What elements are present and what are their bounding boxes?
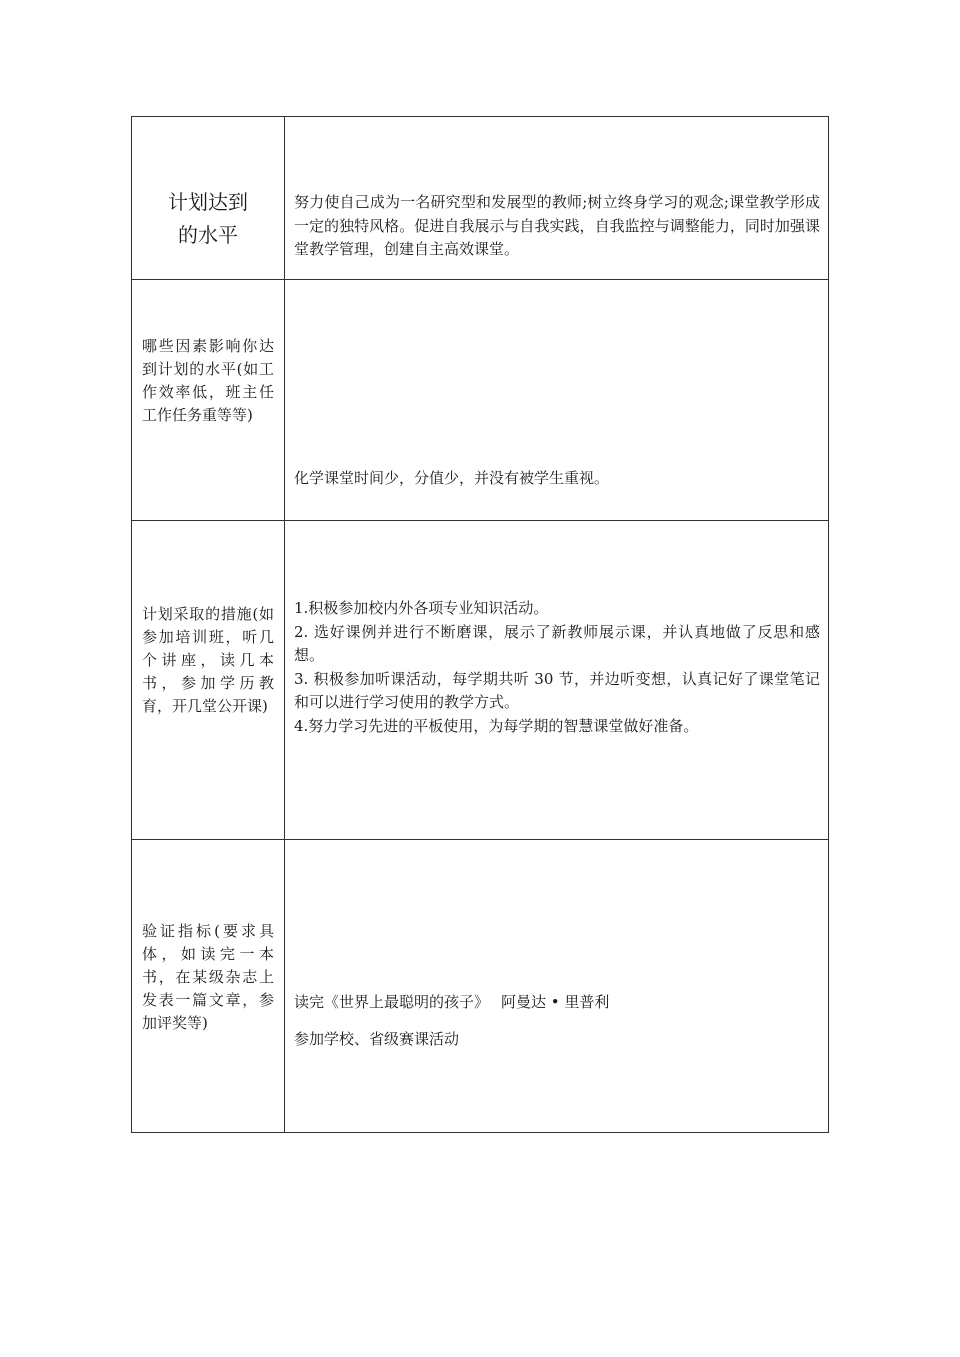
content-cell — [285, 840, 829, 1133]
row-label-target-level: 计划达到 的水平 — [168, 190, 248, 247]
measures-list — [294, 597, 820, 738]
table-row — [132, 840, 829, 1133]
content-cell — [285, 117, 829, 280]
label-cell — [132, 280, 285, 521]
plan-table — [131, 116, 829, 1133]
list-item: 1.积极参加校内外各项专业知识活动。 — [294, 599, 549, 617]
table-row — [132, 117, 829, 280]
row-label-influencing-factors: 哪些因素影响你达到计划的水平(如工作效率低，班主任工作任务重等等) — [142, 337, 274, 424]
row-label-verification: 验证指标(要求具体，如读完一本书，在某级杂志上发表一篇文章，参加评奖等) — [142, 922, 274, 1032]
target-level-text: 努力使自己成为一名研究型和发展型的教师;树立终身学习的观念;课堂教学形成一定的独特风格。促进自我展示与自我实践，自我监控与调整能力，同时加强课堂教学管理，创建自主高效课堂。 — [294, 193, 820, 258]
label-cell — [132, 521, 285, 840]
list-item: 2. 选好课例并进行不断磨课，展示了新教师展示课，并认真地做了反思和感想。 — [294, 622, 820, 664]
label-cell — [132, 840, 285, 1133]
list-item: 4.努力学习先进的平板使用，为每学期的智慧课堂做好准备。 — [294, 716, 699, 735]
table-row — [132, 521, 829, 840]
content-cell — [285, 280, 829, 521]
list-item: 3. 积极参加听课活动，每学期共听 30 节，并边听变想，认真记好了课堂笔记和可以进行学习使用的教学方式。 — [294, 669, 820, 711]
row-label-measures: 计划采取的措施(如参加培训班，听几个讲座，读几本书，参加学历教育，开几堂公开课) — [142, 605, 274, 715]
book-author: 阿曼达 • 里普利 — [501, 993, 610, 1011]
label-cell — [132, 117, 285, 280]
activity-line: 参加学校、省级赛课活动 — [294, 1030, 460, 1048]
content-cell — [285, 521, 829, 840]
book-title: 读完《世界上最聪明的孩子》 — [294, 993, 490, 1011]
influencing-factors-text: 化学课堂时间少，分值少，并没有被学生重视。 — [294, 469, 610, 487]
table-row — [132, 280, 829, 521]
book-reading-line — [294, 991, 820, 1013]
